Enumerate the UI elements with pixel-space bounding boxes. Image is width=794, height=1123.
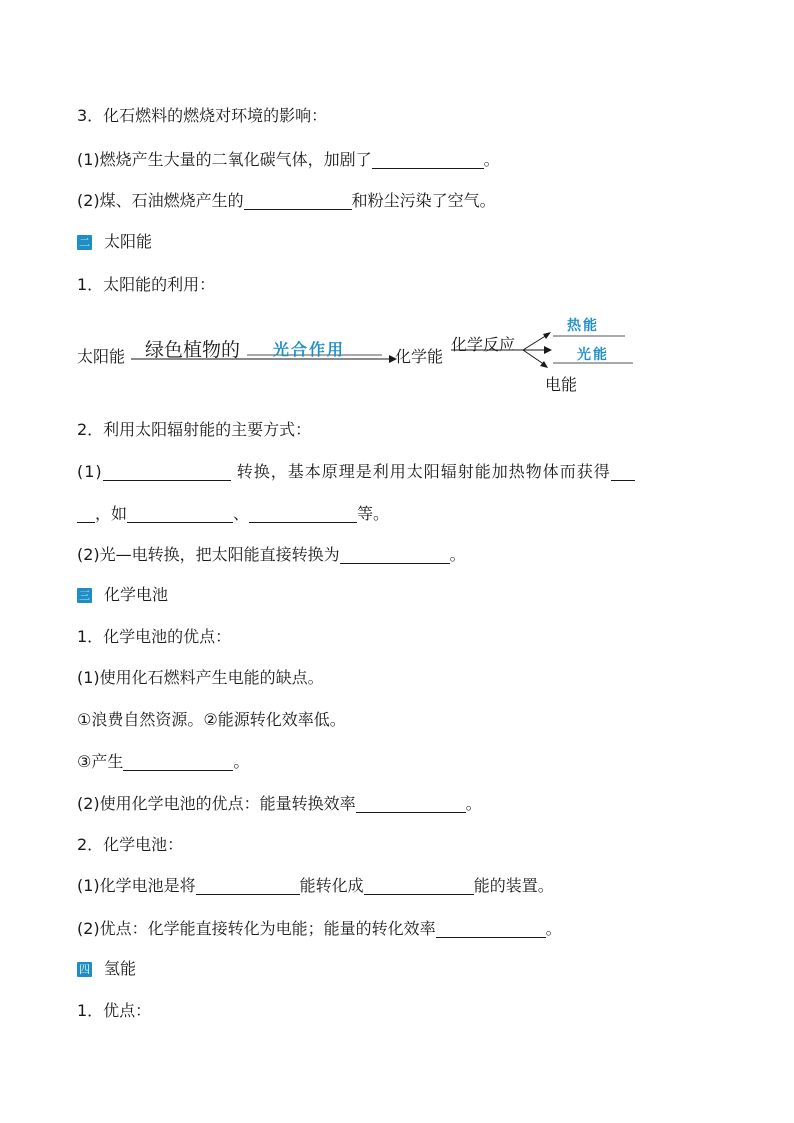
arrow-head — [543, 332, 551, 339]
diagram-answer-heat: 热能 — [567, 318, 599, 334]
solar-method-2-end: 。 — [449, 545, 466, 564]
battery-adv-point-3 — [77, 750, 249, 774]
solar-energy-diagram — [77, 305, 677, 405]
fossil-item-1 — [77, 148, 500, 172]
battery-def-heading: 2．化学电池： — [77, 835, 184, 854]
solar-method-1-text: 转换，基本原理是利用太阳辐射能加热物体而获得 — [236, 462, 611, 481]
battery-adv-item-2-text: (2)使用化学电池的优点：能量转换效率 — [77, 794, 356, 813]
answer-blank[interactable] — [196, 874, 300, 898]
diagram-arrow2-label: 化学反应 — [451, 335, 516, 354]
answer-blank[interactable] — [127, 502, 233, 526]
section-header-hydrogen — [77, 957, 136, 981]
branch-line — [523, 335, 547, 350]
answer-blank[interactable] — [340, 543, 450, 567]
battery-def-item-1 — [77, 874, 554, 898]
battery-adv-heading: 1．化学电池的优点： — [77, 627, 232, 646]
separator: 、 — [233, 504, 250, 523]
solar-method-2 — [77, 543, 466, 567]
battery-def-item-2-text: (2)优点：化学能直接转化为电能；能量的转化效率 — [77, 919, 436, 938]
answer-blank[interactable] — [364, 874, 474, 898]
battery-def-item-1-end: 能的装置。 — [473, 876, 554, 895]
answer-blank[interactable] — [103, 460, 231, 484]
answer-blank[interactable] — [123, 750, 233, 774]
solar-method-1-cont — [77, 502, 389, 526]
section-number-icon: 二 — [79, 236, 90, 249]
section-number-icon: 四 — [79, 963, 90, 976]
solar-method-1-example: ，如 — [95, 504, 128, 523]
answer-blank[interactable] — [249, 502, 357, 526]
diagram-answer-photosynthesis: 光合作用 — [273, 340, 346, 359]
battery-def-item-1-mid: 能转化成 — [299, 876, 364, 895]
section-title: 氢能 — [104, 959, 137, 978]
answer-blank[interactable] — [356, 792, 466, 816]
fossil-item-2-end: 和粉尘污染了空气。 — [351, 191, 496, 210]
solar-method-1 — [77, 460, 635, 484]
fossil-item-1-text: (1)燃烧产生大量的二氧化碳气体，加剧了 — [77, 150, 372, 169]
diagram-answer-light: 光能 — [577, 347, 609, 363]
item-number: (1) — [77, 462, 103, 481]
fossil-impact-heading: 3．化石燃料的燃烧对环境的影响： — [77, 106, 328, 125]
branch-line — [523, 350, 545, 365]
battery-adv-item-2 — [77, 792, 482, 816]
diagram-electric-label: 电能 — [545, 375, 578, 394]
fossil-item-1-end: 。 — [483, 150, 500, 169]
section-header-battery — [77, 583, 168, 607]
fossil-item-2 — [77, 189, 496, 213]
fossil-item-2-text: (2)煤、石油燃烧产生的 — [77, 191, 244, 210]
arrow-head — [544, 346, 552, 354]
answer-blank[interactable] — [372, 148, 484, 172]
solar-use-heading: 1．太阳能的利用： — [77, 275, 216, 294]
battery-adv-item-1: (1)使用化石燃料产生电能的缺点。 — [77, 668, 324, 687]
battery-adv-item-2-end: 。 — [465, 794, 482, 813]
solar-method-1-end: 等。 — [357, 504, 390, 523]
answer-blank[interactable] — [436, 917, 546, 941]
section-title: 化学电池 — [104, 585, 169, 604]
battery-def-item-1-text: (1)化学电池是将 — [77, 876, 196, 895]
answer-blank[interactable] — [611, 460, 635, 484]
hydrogen-heading: 1．优点： — [77, 1001, 152, 1020]
section-number-icon: 三 — [79, 589, 90, 602]
diagram-mid-label: 化学能 — [395, 347, 444, 366]
answer-blank[interactable] — [244, 189, 352, 213]
solar-methods-heading: 2．利用太阳辐射能的主要方式： — [77, 420, 312, 439]
battery-def-item-2 — [77, 917, 562, 941]
point-3-end: 。 — [233, 752, 250, 771]
section-header-solar — [77, 230, 152, 254]
battery-def-item-2-end: 。 — [545, 919, 562, 938]
solar-method-2-text: (2)光—电转换，把太阳能直接转换为 — [77, 545, 340, 564]
section-title: 太阳能 — [104, 232, 153, 251]
diagram-start-label: 太阳能 — [77, 347, 126, 366]
point-3-text: ③产生 — [77, 752, 124, 771]
battery-adv-points: ①浪费自然资源。②能源转化效率低。 — [77, 710, 346, 729]
answer-blank[interactable] — [77, 502, 95, 526]
diagram-arrow1-label: 绿色植物的 — [145, 339, 241, 361]
